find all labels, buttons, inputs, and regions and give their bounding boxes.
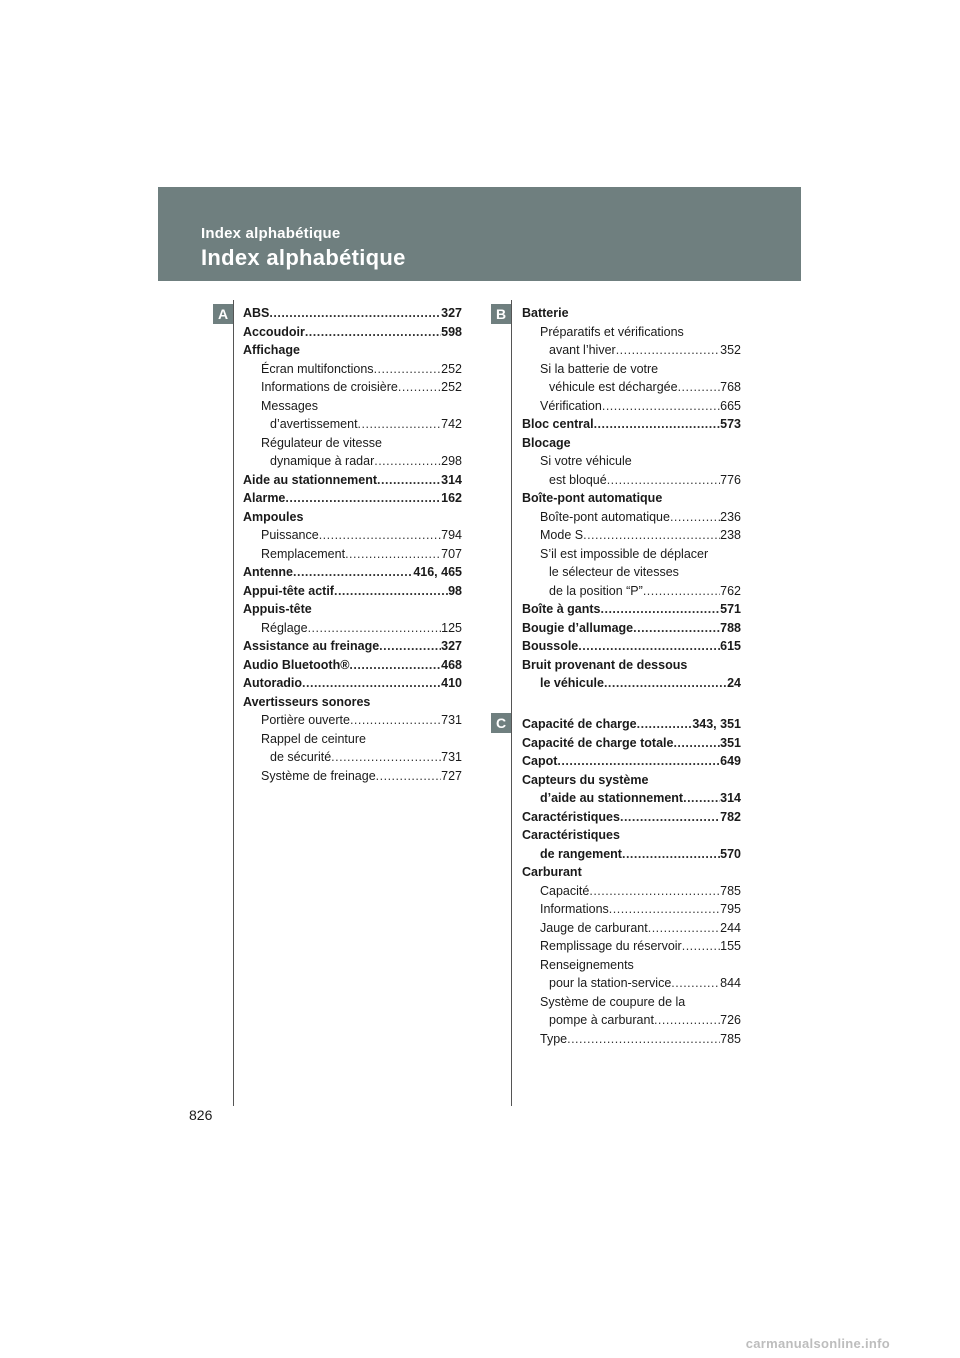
dot-leader [602, 397, 720, 415]
index-entry [540, 397, 741, 415]
dot-leader [620, 808, 720, 826]
dot-leader [349, 656, 441, 674]
index-entry [261, 767, 462, 785]
index-entry-label: Capacité [540, 883, 590, 898]
index-entry-page: 125 [441, 620, 462, 635]
index-entry-label: Portière ouverte [261, 713, 350, 727]
dot-leader [682, 937, 720, 955]
dot-leader [683, 789, 720, 807]
index-entry [540, 360, 741, 378]
dot-leader [376, 767, 441, 785]
index-entry [549, 563, 741, 581]
index-entry [522, 600, 741, 618]
index-entry-label: Affichage [243, 343, 300, 357]
index-entry-page: 782 [720, 809, 741, 824]
dot-leader [379, 637, 441, 655]
index-entry-page: 726 [720, 1013, 741, 1027]
index-entry-page: 252 [441, 380, 462, 394]
index-entry [540, 919, 741, 937]
index-entry-page: 238 [720, 528, 741, 542]
index-entry-label: Si la batterie de votre [540, 361, 659, 376]
index-entry-page: 795 [720, 902, 741, 916]
index-entry-label: Vérification [540, 398, 602, 413]
index-entry-label: Jauge de carburant [540, 920, 648, 935]
index-entry [243, 674, 462, 692]
index-entry-page: 343, 351 [692, 717, 741, 731]
index-entry-page: 731 [441, 750, 462, 764]
dot-leader [305, 323, 441, 341]
index-entry [261, 545, 462, 563]
index-entry-page: 236 [720, 509, 741, 524]
dot-leader [607, 471, 720, 489]
index-entry [243, 508, 462, 526]
dot-leader [374, 360, 442, 378]
index-entry-label: Régulateur de vitesse [261, 435, 382, 450]
index-entry-page: 314 [441, 472, 462, 487]
dot-leader [331, 748, 441, 766]
index-entry-label: Boîte-pont automatique [522, 491, 663, 505]
index-entry [243, 637, 462, 655]
index-entry-label: avant l’hiver [549, 343, 616, 357]
dot-leader [578, 637, 720, 655]
index-entry-page: 794 [441, 528, 462, 542]
dot-leader [567, 1030, 720, 1048]
index-entry [540, 882, 741, 900]
index-entry [243, 656, 462, 674]
index-entry-page: 844 [720, 976, 741, 990]
index-entry-label: Alarme [243, 491, 286, 505]
index-entry-label: Avertisseurs sonores [243, 694, 371, 709]
index-entry-label: Boîte à gants [522, 602, 601, 616]
index-entry [270, 748, 462, 766]
section-badge-b: B [491, 304, 511, 324]
index-entry-page: 327 [441, 639, 462, 653]
dot-leader [637, 715, 693, 733]
dot-leader [377, 471, 441, 489]
page-number: 826 [189, 1107, 213, 1123]
index-entry-label: Remplissage du réservoir [540, 939, 682, 953]
dot-leader [609, 900, 720, 918]
index-entry [540, 674, 741, 692]
index-entry-page: 785 [720, 883, 741, 898]
dot-leader [622, 845, 720, 863]
dot-leader [285, 489, 441, 507]
index-entry-label: le sélecteur de vitesses [549, 565, 679, 579]
dot-leader [398, 378, 441, 396]
dot-leader [601, 600, 721, 618]
header-title: Index alphabétique [201, 245, 406, 270]
dot-leader [583, 526, 720, 544]
index-entry-page: 410 [441, 676, 462, 690]
index-entry-label: de sécurité [270, 750, 332, 764]
index-entry-label: Antenne [243, 565, 293, 579]
index-entry-label: Boîte-pont automatique [540, 509, 670, 524]
index-entry-page: 314 [720, 791, 741, 805]
index-entry [261, 378, 462, 396]
index-entry [549, 471, 741, 489]
index-entry-page: 570 [720, 846, 741, 861]
index-entry-label: Accoudoir [243, 324, 305, 339]
index-entry-label: Informations de croisière [261, 380, 398, 394]
section-badge-c: C [491, 713, 511, 733]
index-entry [522, 656, 741, 674]
index-entry [243, 582, 462, 600]
index-entry [540, 545, 741, 563]
index-entry-label: Renseignements [540, 957, 634, 972]
index-entry [522, 752, 741, 770]
index-entry [243, 323, 462, 341]
index-entry-label: d’avertissement [270, 417, 358, 431]
index-entry-label: Assistance au freinage [243, 639, 380, 653]
index-entry-page: 615 [720, 639, 741, 653]
dot-leader [654, 1011, 720, 1029]
dot-leader [358, 415, 442, 433]
index-entry-page: 788 [720, 620, 741, 635]
index-entry [522, 808, 741, 826]
index-entry-label: véhicule est déchargée [549, 380, 678, 394]
dot-leader [345, 545, 441, 563]
section-badge-a: A [213, 304, 233, 324]
dot-leader [302, 674, 441, 692]
dot-leader [670, 508, 720, 526]
index-entry-label: Capacité de charge [522, 717, 637, 731]
dot-leader [616, 341, 720, 359]
index-entry [261, 619, 462, 637]
index-entry-page: 649 [720, 754, 741, 768]
index-entry-label: Caractéristiques [522, 828, 620, 842]
index-entry [522, 863, 741, 881]
index-entry [522, 619, 741, 637]
index-entry-label: Préparatifs et vérifications [540, 324, 684, 339]
index-entry [522, 826, 741, 844]
index-entry [261, 397, 462, 415]
index-entry [540, 845, 741, 863]
index-entry-page: 762 [720, 583, 741, 598]
index-entry [270, 452, 462, 470]
index-entry-label: Aide au stationnement [243, 472, 378, 487]
index-entry-label: Capot [522, 754, 558, 768]
index-entry-page: 327 [441, 306, 462, 320]
index-entry-page: 727 [441, 768, 462, 783]
index-entry-label: Boussole [522, 639, 579, 653]
index-entry [540, 956, 741, 974]
index-entry [270, 415, 462, 433]
index-entry-label: Capacité de charge totale [522, 735, 674, 750]
index-entry [540, 526, 741, 544]
index-entry [540, 789, 741, 807]
index-entry-label: Audio Bluetooth® [243, 657, 350, 672]
index-entry [540, 1030, 741, 1048]
index-entry-page: 298 [441, 454, 462, 468]
index-entry [522, 434, 741, 452]
index-entry [243, 693, 462, 711]
index-entry [261, 526, 462, 544]
index-entry-label: Bruit provenant de dessous [522, 657, 688, 672]
index-entry-label: Autoradio [243, 676, 303, 690]
index-entry [522, 489, 741, 507]
index-entry-label: Batterie [522, 306, 569, 320]
index-entry-page: 731 [441, 713, 462, 727]
index-entry-label: Réglage [261, 620, 308, 635]
index-entry-page: 598 [441, 324, 462, 339]
index-entry [522, 304, 741, 322]
index-entry-label: dynamique à radar [270, 454, 375, 468]
header-subtitle: Index alphabétique [201, 225, 341, 242]
dot-leader [594, 415, 721, 433]
index-entry-page: 24 [727, 676, 741, 690]
dot-leader [269, 304, 441, 322]
index-entry [540, 900, 741, 918]
column-divider-left [233, 300, 234, 1106]
index-entry-page: 785 [720, 1031, 741, 1046]
index-entry-label: Système de coupure de la [540, 994, 686, 1009]
index-entry [540, 323, 741, 341]
dot-leader [308, 619, 442, 637]
watermark: carmanualsonline.info [745, 1336, 890, 1351]
index-entry [243, 471, 462, 489]
index-entry-label: Système de freinage [261, 768, 376, 783]
index-entry-label: Capteurs du système [522, 772, 649, 787]
index-entry-page: 155 [720, 939, 741, 953]
index-entry-label: Informations [540, 902, 609, 916]
index-entry-page: 244 [720, 920, 741, 935]
index-entry-label: de rangement [540, 846, 622, 861]
index-entry-page: 468 [441, 657, 462, 672]
index-entry-label: pompe à carburant [549, 1013, 654, 1027]
dot-leader [334, 582, 448, 600]
index-entry [522, 771, 741, 789]
dot-leader [589, 882, 720, 900]
index-entry-label: Appuis-tête [243, 602, 312, 616]
index-entry-label: Si votre véhicule [540, 454, 632, 468]
index-entry-page: 98 [448, 583, 462, 598]
index-entry [522, 637, 741, 655]
index-entry [261, 434, 462, 452]
index-entry [540, 452, 741, 470]
index-entry-label: ABS [243, 306, 270, 320]
index-entry-label: Caractéristiques [522, 809, 620, 824]
index-entry [540, 937, 741, 955]
index-entry [549, 341, 741, 359]
index-entry [261, 711, 462, 729]
index-entry [549, 582, 741, 600]
index-entry-label: d’aide au stationnement [540, 791, 684, 805]
index-entry-label: Remplacement [261, 546, 346, 561]
index-entry-label: Blocage [522, 435, 571, 450]
index-entry [540, 993, 741, 1011]
index-entry [549, 1011, 741, 1029]
index-entry-label: de la position “P” [549, 583, 643, 598]
dot-leader [671, 974, 720, 992]
index-entry-page: 776 [720, 472, 741, 487]
index-entry-label: Appui-tête actif [243, 583, 334, 598]
index-entry [261, 360, 462, 378]
index-entry-label: Ampoules [243, 509, 304, 524]
index-entry-label: Carburant [522, 865, 582, 879]
index-entry-label: S’il est impossible de déplacer [540, 546, 709, 561]
index-entry-label: Bougie d’allumage [522, 620, 634, 635]
dot-leader [643, 582, 720, 600]
index-entry [243, 304, 462, 322]
index-entry-label: Messages [261, 398, 318, 413]
index-entry-label: Rappel de ceinture [261, 731, 366, 746]
dot-leader [374, 452, 441, 470]
index-entry-page: 742 [441, 417, 462, 431]
dot-leader [557, 752, 720, 770]
index-entry [549, 378, 741, 396]
index-entry-label: le véhicule [540, 676, 604, 690]
dot-leader [350, 711, 441, 729]
index-entry [243, 489, 462, 507]
index-entry-page: 351 [720, 735, 741, 750]
index-entry [243, 341, 462, 359]
dot-leader [293, 563, 413, 581]
index-entry-page: 665 [720, 398, 741, 413]
column-divider-middle [511, 300, 512, 1106]
index-entry-page: 416, 465 [413, 565, 462, 579]
index-entry [540, 508, 741, 526]
index-entry-label: Bloc central [522, 417, 594, 431]
dot-leader [678, 378, 721, 396]
index-entry [243, 563, 462, 581]
index-entry [261, 730, 462, 748]
page-header [158, 187, 801, 281]
dot-leader [673, 734, 720, 752]
index-entry-label: Puissance [261, 528, 319, 542]
index-entry [549, 974, 741, 992]
index-entry-label: Écran multifonctions [261, 361, 374, 376]
dot-leader [604, 674, 727, 692]
index-entry [522, 734, 741, 752]
index-entry-page: 252 [441, 361, 462, 376]
index-entry-label: Mode S [540, 528, 584, 542]
index-entry-label: pour la station-service [549, 976, 672, 990]
index-entry [522, 415, 741, 433]
dot-leader [319, 526, 441, 544]
index-entry-page: 768 [720, 380, 741, 394]
index-entry-label: est bloqué [549, 472, 607, 487]
dot-leader [633, 619, 720, 637]
index-entry-page: 571 [720, 602, 741, 616]
index-entry-page: 352 [720, 343, 741, 357]
index-entry-label: Type [540, 1031, 568, 1046]
index-entry [243, 600, 462, 618]
index-entry [522, 715, 741, 733]
index-entry-page: 707 [441, 546, 462, 561]
dot-leader [648, 919, 720, 937]
index-entry-page: 162 [441, 491, 462, 505]
index-entry-page: 573 [720, 417, 741, 431]
